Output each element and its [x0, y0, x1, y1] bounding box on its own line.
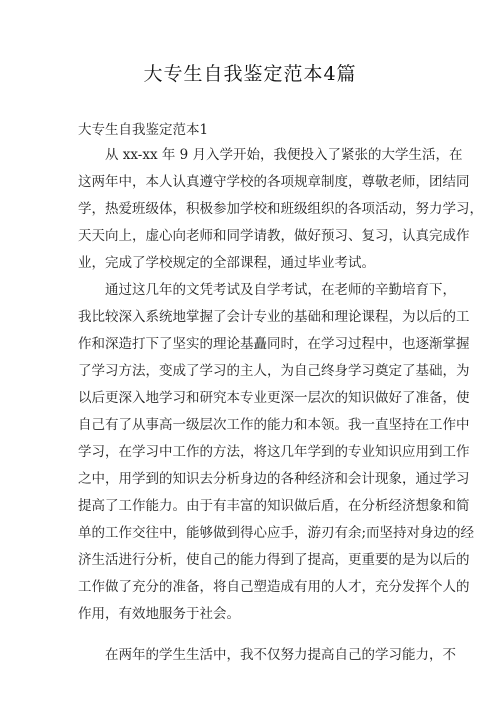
- paragraph-line: 济生活进行分析，使自己的能力得到了提高，更重要的是为以后的: [78, 552, 470, 568]
- paragraph-line: 我比较深入系统地掌握了会计专业的基础和理论课程，为以后的工: [78, 309, 470, 325]
- paragraph-line: 业，完成了学校规定的全部课程，通过毕业考试。: [78, 255, 375, 271]
- document-title: 大专生自我鉴定范本4篇: [143, 63, 357, 85]
- paragraph-line: 之中，用学到的知识去分析身边的各种经济和会计现象，通过学习: [78, 471, 470, 487]
- paragraph-line: 学习，在学习中工作的方法，将这几年学到的专业知识应用到工作: [78, 444, 470, 460]
- paragraph-line: 这两年中，本人认真遵守学校的各项规章制度，尊敬老师，团结同: [78, 174, 470, 190]
- section-heading: 大专生自我鉴定范本1: [78, 122, 209, 138]
- paragraph-line: 工作做了充分的准备，将自己塑造成有用的人才，充分发挥个人的: [78, 579, 470, 595]
- paragraph-line: 以后更深入地学习和研究本专业更深一层次的知识做好了准备，使: [78, 390, 470, 406]
- paragraph-line: 从 xx-xx 年 9 月入学开始，我便投入了紧张的大学生活，在: [105, 147, 463, 163]
- paragraph-line: 提高了工作能力。由于有丰富的知识做后盾，在分析经济想象和简: [78, 498, 470, 514]
- paragraph-line: 在两年的学生生活中，我不仅努力提高自己的学习能力，不: [105, 647, 456, 663]
- paragraph-line: 单的工作交往中，能够做到得心应手，游刃有余;而坚持对身边的经: [78, 525, 475, 541]
- paragraph-line: 了学习方法，变成了学习的主人，为自己终身学习奠定了基础，为: [78, 363, 470, 379]
- paragraph-line: 通过这几年的文凭考试及自学考试，在老师的辛勤培育下，: [105, 282, 456, 298]
- paragraph-line: 自己有了从事高一级层次工作的能力和本领。我一直坚持在工作中: [78, 417, 470, 433]
- paragraph-line: 天天向上，虚心向老师和同学请教，做好预习、复习，认真完成作: [78, 228, 470, 244]
- paragraph-line: 学，热爱班级体，积极参加学校和班级组织的各项活动，努力学习，: [78, 201, 483, 217]
- paragraph-line: 作用，有效地服务于社会。: [78, 606, 240, 622]
- paragraph-line: 作和深造打下了坚实的理论基矗同时，在学习过程中，也逐渐掌握: [78, 336, 470, 352]
